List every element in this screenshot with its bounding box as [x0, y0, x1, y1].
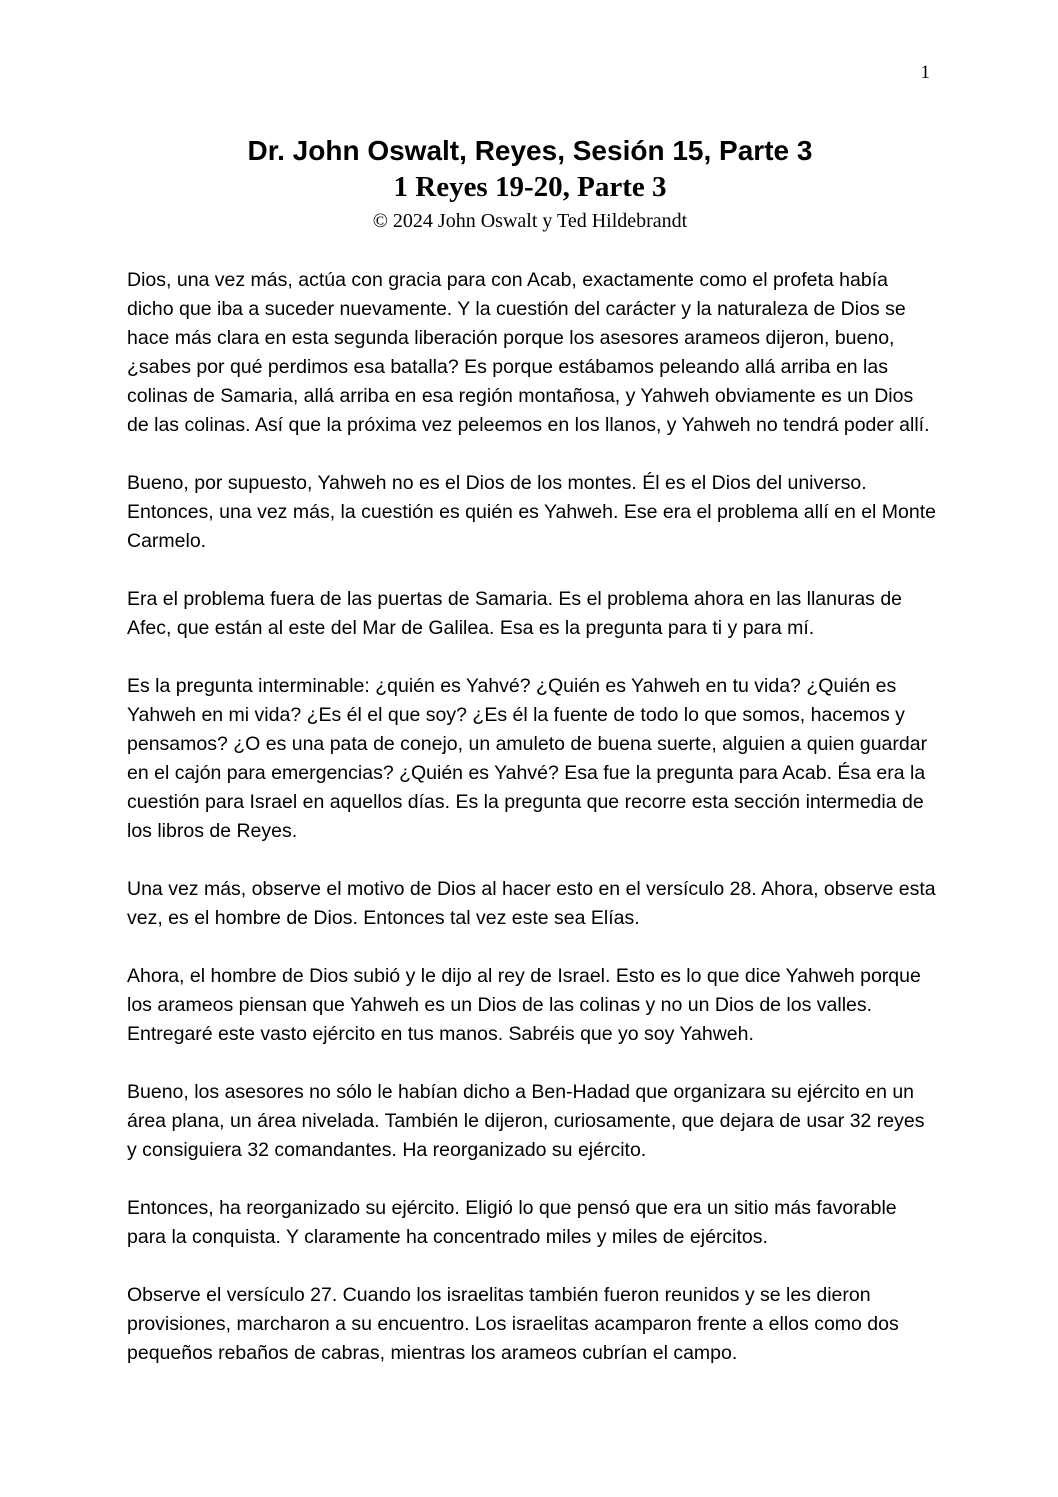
paragraph: Una vez más, observe el motivo de Dios al hacer esto en el versículo 28. Ahora, observe esta vez, es el hombre de Dios. Entonces tal vez este sea Elías.: [127, 878, 936, 929]
document-title-line1: Dr. John Oswalt, Reyes, Sesión 15, Parte 3: [247, 135, 813, 166]
paragraph: Entonces, ha reorganizado su ejército. Eligió lo que pensó que era un sitio más favorable para la conquista. Y claramente ha concentrado miles y miles de ejércitos.: [127, 1197, 897, 1248]
copyright-notice: © 2024 John Oswalt y Ted Hildebrandt: [372, 209, 688, 232]
paragraph: Era el problema fuera de las puertas de Samaria. Es el problema ahora en las llanuras de Afec, que están al este del Mar de Galilea. Esa es la pregunta para ti y para mí.: [127, 588, 903, 639]
paragraph: Bueno, por supuesto, Yahweh no es el Dios de los montes. Él es el Dios del universo. Entonces, una vez más, la cuestión es quién es Yahweh. Ese era el problema allí en el Monte Carmelo.: [127, 472, 937, 552]
document-title-line2: 1 Reyes 19-20, Parte 3: [393, 171, 667, 204]
document-header: [127, 133, 933, 234]
page-number: 1: [920, 62, 930, 83]
paragraph: Es la pregunta interminable: ¿quién es Yahvé? ¿Quién es Yahweh en tu vida? ¿Quién es Yahweh en mi vida? ¿Es él el que soy? ¿Es él la fuente de todo lo que somos, hacemos y pensamos? ¿O es una pata de conejo, un amuleto de buena suerte, alguien a quien guardar en el cajón para emergencias? ¿Quién es Yahvé? Esa fue la pregunta para Acab. Ésa era la cuestión para Israel en aquellos días. Es la pregunta que recorre esta sección intermedia de los libros de Reyes.: [127, 675, 928, 842]
paragraph: Ahora, el hombre de Dios subió y le dijo al rey de Israel. Esto es lo que dice Yahweh porque los arameos piensan que Yahweh es un Dios de las colinas y no un Dios de los valles. Entregaré este vasto ejército en tus manos. Sabréis que yo soy Yahweh.: [127, 965, 921, 1045]
paragraph: Observe el versículo 27. Cuando los israelitas también fueron reunidos y se les dieron provisiones, marcharon a su encuentro. Los israelitas acamparon frente a ellos como dos pequeños rebaños de cabras, mientras los arameos cubrían el campo.: [127, 1284, 899, 1364]
paragraph: Dios, una vez más, actúa con gracia para con Acab, exactamente como el profeta había dicho que iba a suceder nuevamente. Y la cuestión del carácter y la naturaleza de Dios se hace más clara en esta segunda liberación porque los asesores arameos dijeron, bueno, ¿sabes por qué perdimos esa batalla? Es porque estábamos peleando allá arriba en las colinas de Samaria, allá arriba en esa región montañosa, y Yahweh obviamente es un Dios de las colinas. Así que la próxima vez peleemos en los llanos, y Yahweh no tendrá poder allí.: [127, 269, 930, 436]
paragraph: Bueno, los asesores no sólo le habían dicho a Ben-Hadad que organizara su ejército en un área plana, un área nivelada. También le dijeron, curiosamente, que dejara de usar 32 reyes y consiguiera 32 comandantes. Ha reorganizado su ejército.: [127, 1081, 925, 1161]
document-body: [127, 266, 939, 1397]
